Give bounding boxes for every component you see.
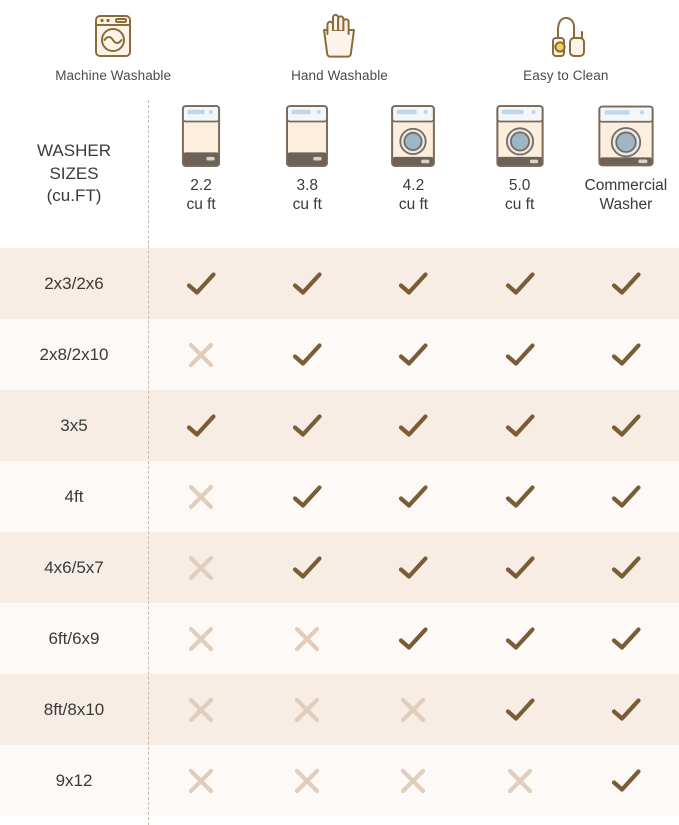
check-icon bbox=[609, 622, 643, 656]
check-icon bbox=[609, 409, 643, 443]
cell-check bbox=[573, 319, 679, 390]
commercial-washer-icon bbox=[594, 100, 658, 172]
caption-line: 3.8 bbox=[296, 177, 319, 194]
column-header-caption bbox=[585, 176, 668, 215]
row-label: 3x5 bbox=[60, 415, 88, 435]
column-header-4-2 bbox=[360, 100, 466, 248]
cell-check bbox=[148, 248, 254, 319]
table-row bbox=[0, 248, 679, 319]
cell-check bbox=[467, 532, 573, 603]
cross-icon bbox=[396, 764, 430, 798]
check-icon bbox=[396, 409, 430, 443]
column-header-caption bbox=[505, 176, 534, 215]
column-header-caption bbox=[186, 176, 215, 215]
check-icon bbox=[396, 338, 430, 372]
cell-check bbox=[467, 461, 573, 532]
column-header-caption bbox=[399, 176, 428, 215]
cross-icon bbox=[184, 480, 218, 514]
row-label: 2x3/2x6 bbox=[44, 273, 104, 293]
row-label: 4x6/5x7 bbox=[44, 557, 104, 577]
check-icon bbox=[609, 267, 643, 301]
table-row bbox=[0, 461, 679, 532]
caption-line: cu ft bbox=[505, 196, 535, 214]
cross-icon bbox=[184, 693, 218, 727]
cell-check bbox=[360, 319, 466, 390]
check-icon bbox=[290, 409, 324, 443]
top-load-washer-icon bbox=[172, 100, 230, 172]
column-header-caption bbox=[293, 176, 322, 215]
cross-icon bbox=[290, 622, 324, 656]
care-item-hand-washable bbox=[226, 0, 452, 100]
caption-line: 4.2 bbox=[402, 177, 425, 194]
front-load-washer-icon bbox=[491, 100, 549, 172]
caption-line: cu ft bbox=[292, 196, 322, 214]
cell-check bbox=[573, 603, 679, 674]
cell-check bbox=[360, 248, 466, 319]
check-icon bbox=[396, 622, 430, 656]
care-item-machine-washable bbox=[0, 0, 226, 100]
column-header-3-8 bbox=[254, 100, 360, 248]
column-header-2-2 bbox=[148, 100, 254, 248]
cell-check bbox=[573, 532, 679, 603]
table-row bbox=[0, 674, 679, 745]
row-label: 6ft/6x9 bbox=[48, 628, 100, 648]
cross-icon bbox=[184, 764, 218, 798]
cross-icon bbox=[184, 622, 218, 656]
check-icon bbox=[609, 693, 643, 727]
check-icon bbox=[503, 267, 537, 301]
caption-line: cu ft bbox=[398, 196, 429, 214]
cell-check bbox=[254, 532, 360, 603]
check-icon bbox=[609, 764, 643, 798]
cell-cross bbox=[148, 603, 254, 674]
cross-icon bbox=[184, 551, 218, 585]
washer-size-table bbox=[0, 100, 679, 816]
top-load-washer-icon bbox=[278, 100, 336, 172]
cell-cross bbox=[148, 674, 254, 745]
check-icon bbox=[503, 693, 537, 727]
check-icon bbox=[503, 622, 537, 656]
check-icon bbox=[503, 551, 537, 585]
care-item-label: Easy to Clean bbox=[523, 68, 609, 83]
row-label: 4ft bbox=[64, 486, 84, 506]
row-label: 2x8/2x10 bbox=[39, 344, 109, 364]
corner-label-line: SIZES bbox=[49, 163, 99, 183]
cell-check bbox=[360, 461, 466, 532]
cell-cross bbox=[360, 745, 466, 816]
check-icon bbox=[396, 267, 430, 301]
column-header-commercial bbox=[573, 100, 679, 248]
cross-icon bbox=[290, 693, 324, 727]
check-icon bbox=[184, 409, 218, 443]
cell-cross bbox=[148, 532, 254, 603]
cell-check bbox=[148, 390, 254, 461]
caption-line: 5.0 bbox=[508, 177, 531, 194]
cell-check bbox=[573, 745, 679, 816]
cell-check bbox=[360, 390, 466, 461]
cell-check bbox=[360, 532, 466, 603]
care-item-easy-to-clean bbox=[453, 0, 679, 100]
check-icon bbox=[290, 480, 324, 514]
cell-check bbox=[573, 461, 679, 532]
cell-check bbox=[254, 390, 360, 461]
cell-check bbox=[573, 674, 679, 745]
caption-line: 2.2 bbox=[190, 177, 212, 194]
table-body bbox=[0, 248, 679, 816]
cross-icon bbox=[503, 764, 537, 798]
table-row bbox=[0, 319, 679, 390]
cell-cross bbox=[360, 674, 466, 745]
cell-check bbox=[254, 248, 360, 319]
table-row bbox=[0, 745, 679, 816]
check-icon bbox=[184, 267, 218, 301]
table-header-row bbox=[0, 100, 679, 248]
cell-cross bbox=[467, 745, 573, 816]
care-item-label: Hand Washable bbox=[291, 68, 388, 83]
cell-check bbox=[467, 319, 573, 390]
check-icon bbox=[503, 338, 537, 372]
corner-label-line: (cu.FT) bbox=[46, 186, 102, 206]
row-label: 9x12 bbox=[55, 770, 93, 790]
check-icon bbox=[396, 480, 430, 514]
caption-line: Washer bbox=[599, 196, 653, 214]
front-load-washer-icon bbox=[384, 100, 442, 172]
cross-icon bbox=[290, 764, 324, 798]
cell-check bbox=[254, 461, 360, 532]
cell-check bbox=[467, 390, 573, 461]
cell-check bbox=[573, 390, 679, 461]
hand-washable-icon bbox=[309, 8, 369, 64]
machine-washable-icon bbox=[83, 8, 143, 64]
check-icon bbox=[609, 480, 643, 514]
cell-check bbox=[467, 674, 573, 745]
cell-cross bbox=[254, 603, 360, 674]
table-row bbox=[0, 532, 679, 603]
row-label: 8ft/8x10 bbox=[43, 699, 105, 719]
cell-check bbox=[467, 603, 573, 674]
column-header-5-0 bbox=[467, 100, 573, 248]
check-icon bbox=[503, 409, 537, 443]
check-icon bbox=[609, 551, 643, 585]
cell-cross bbox=[148, 319, 254, 390]
cell-cross bbox=[254, 674, 360, 745]
table-corner-label bbox=[0, 100, 148, 248]
cross-icon bbox=[396, 693, 430, 727]
check-icon bbox=[609, 338, 643, 372]
caption-line: cu ft bbox=[186, 196, 216, 214]
check-icon bbox=[290, 338, 324, 372]
cell-check bbox=[573, 248, 679, 319]
cross-icon bbox=[184, 338, 218, 372]
check-icon bbox=[396, 551, 430, 585]
easy-to-clean-vacuum-icon bbox=[536, 8, 596, 64]
cell-check bbox=[360, 603, 466, 674]
table-row bbox=[0, 603, 679, 674]
corner-label-line: WASHER bbox=[37, 140, 111, 160]
cell-cross bbox=[254, 745, 360, 816]
cell-cross bbox=[148, 461, 254, 532]
cell-cross bbox=[148, 745, 254, 816]
care-item-label: Machine Washable bbox=[55, 68, 172, 83]
check-icon bbox=[503, 480, 537, 514]
check-icon bbox=[290, 551, 324, 585]
table-row bbox=[0, 390, 679, 461]
cell-check bbox=[467, 248, 573, 319]
cell-check bbox=[254, 319, 360, 390]
care-instructions-row bbox=[0, 0, 679, 100]
caption-line: Commercial bbox=[584, 177, 668, 194]
check-icon bbox=[290, 267, 324, 301]
